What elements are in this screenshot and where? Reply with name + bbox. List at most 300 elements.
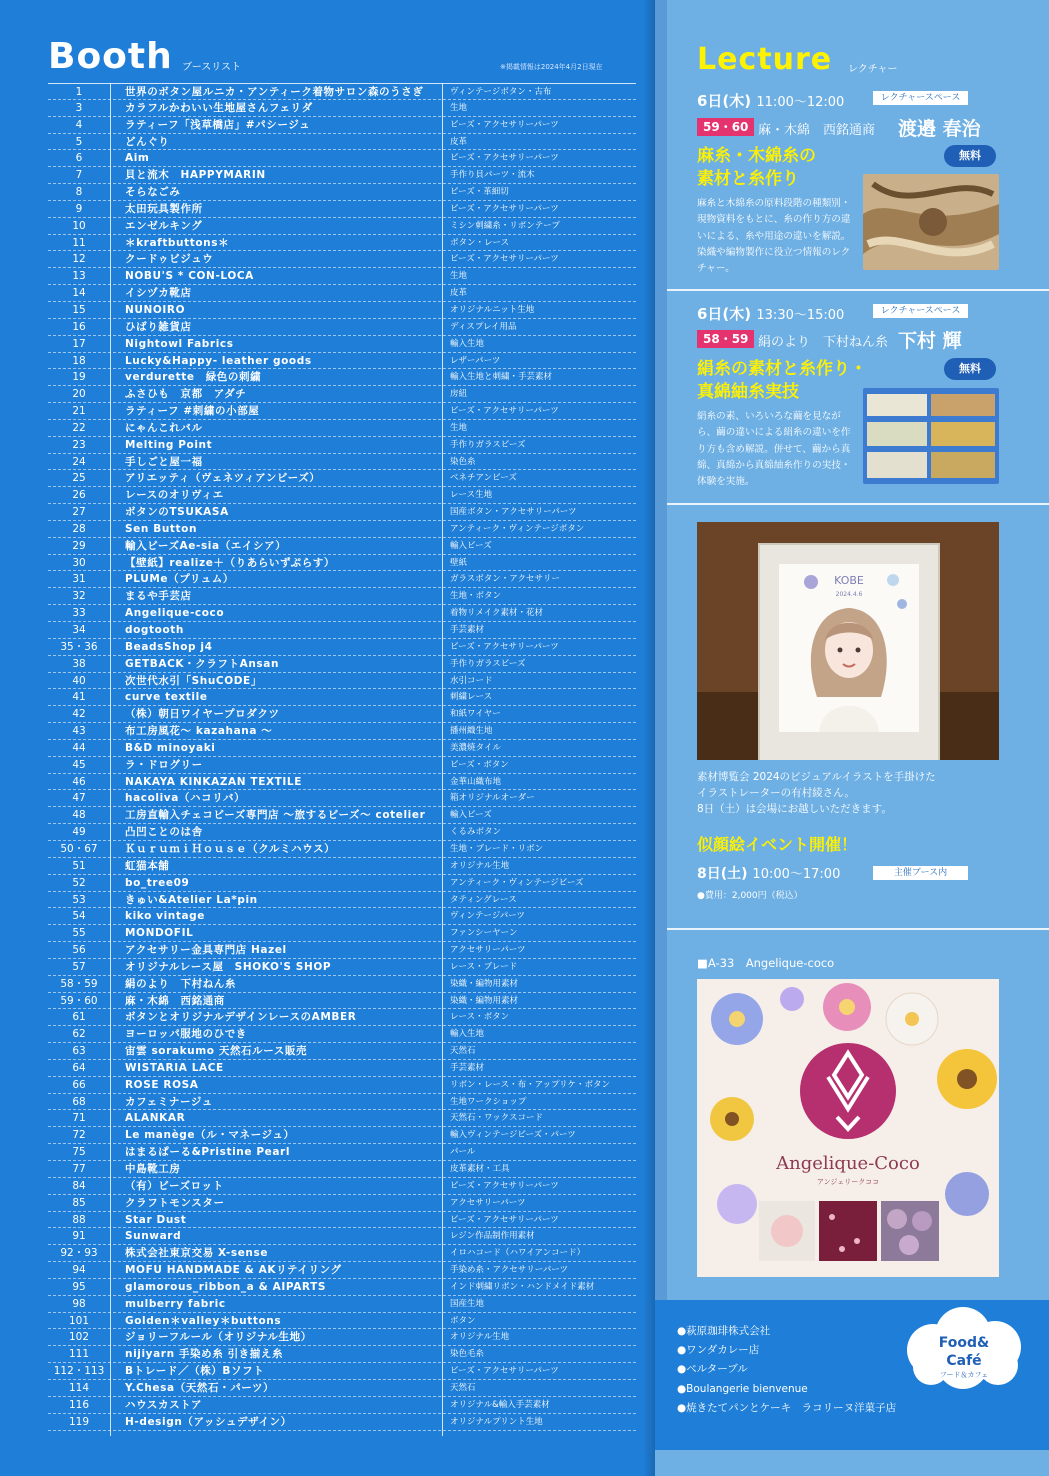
list-item: ●ベルターブル: [677, 1363, 748, 1376]
lecture-1-datetime: 6日(木) 11:00〜12:00: [697, 92, 845, 110]
table-row: [48, 235, 636, 252]
lecture-2-heading: 絹糸の素材と糸作り・ 真綿紬糸実技: [697, 359, 867, 402]
category: レース・ブレード: [450, 961, 518, 972]
exhibitor-name: Aim: [125, 152, 150, 165]
booth-number: 35・36: [60, 640, 98, 653]
table-row: [48, 521, 636, 538]
table-row: [48, 100, 636, 117]
category: ミシン刺繍糸・リボンテープ: [450, 220, 560, 231]
exhibitor-name: アリエッティ（ヴェネツィアンビーズ）: [125, 472, 321, 485]
booth-number: 116: [68, 1398, 90, 1411]
badge-cafe-text: Café: [946, 1353, 982, 1369]
exhibitor-name: ひばり雑貨店: [125, 320, 192, 333]
category: リボン・レース・布・アップリケ・ボタン: [450, 1079, 610, 1090]
table-row: [48, 706, 636, 723]
table-row: [48, 454, 636, 471]
exhibitor-name: オリジナルレース屋 SHOKO'S SHOP: [125, 960, 332, 973]
exhibitor-name: Y.Chesa（天然石・パーツ）: [125, 1381, 275, 1394]
category: 美濃焼タイル: [450, 742, 501, 753]
list-item: ●焼きたてパンとケーキ ラコリーヌ洋菓子店: [677, 1401, 897, 1414]
table-row: [48, 824, 636, 841]
table-row: [48, 1212, 636, 1229]
table-row: [48, 673, 636, 690]
category: 染色糸: [450, 456, 476, 467]
booth-number: 17: [72, 337, 86, 350]
table-row: [48, 740, 636, 757]
category: くるみボタン: [450, 827, 502, 838]
category: 輸入生地: [450, 1029, 485, 1040]
table-row: [48, 504, 636, 521]
exhibitor-name: kiko vintage: [125, 910, 206, 923]
lecture-2-datetime: 6日(木) 13:30〜15:00: [697, 305, 845, 323]
portrait-event-fee: ●費用：2,000円（税込）: [697, 891, 803, 901]
category: オリジナル生地: [450, 1332, 510, 1343]
booth-number: 13: [72, 270, 86, 283]
angelique-brand-kana: アンジェリークココ: [816, 1178, 880, 1186]
booth-number: 45: [72, 758, 86, 771]
exhibitor-name: 【壁紙】realize＋（りあらいずぷらす）: [125, 556, 335, 569]
table-row: [48, 353, 636, 370]
table-row: [48, 420, 636, 437]
lecture-1-exhibitor: 麻・木綿 西銘通商: [758, 123, 876, 138]
frame-date-text: 2024.4.6: [835, 591, 863, 598]
lecture-1-space-tag: レクチャースペース: [873, 91, 968, 105]
category: イロハコード（ハワイアンコード）: [450, 1248, 586, 1259]
exhibitor-name: アクセサリー金具専門店 Hazel: [125, 944, 287, 957]
category: ヴィンテージパーツ: [450, 911, 525, 922]
portrait-photo: [697, 522, 999, 760]
exhibitor-name: glamorous_ribbon_a & AIPARTS: [125, 1280, 327, 1293]
table-row: [48, 656, 636, 673]
table-row: [48, 470, 636, 487]
table-row: [48, 1144, 636, 1161]
table-row: [48, 1296, 636, 1313]
exhibitor-name: 凸凹ことのは舎: [125, 826, 203, 839]
category: ビーズ・革細切: [450, 187, 509, 198]
booth-number: 53: [72, 893, 86, 906]
category: 天然石: [450, 1046, 476, 1057]
booth-title: Booth: [48, 36, 173, 77]
exhibitor-name: 麻・木綿 西銘通商: [125, 994, 225, 1007]
booth-number: 10: [72, 219, 86, 232]
exhibitor-name: Angelique-coco: [125, 607, 225, 620]
booth-number: 85: [72, 1196, 86, 1209]
table-row: [48, 1363, 636, 1380]
table-row: [48, 942, 636, 959]
table-row: [48, 1026, 636, 1043]
exhibitor-name: H-design（アッシュデザイン）: [125, 1415, 292, 1428]
table-row: [48, 1397, 636, 1414]
category: 生地・ボタン: [450, 591, 502, 602]
lecture-subtitle: レクチャー: [848, 64, 898, 75]
table-row: [48, 1110, 636, 1127]
exhibitor-name: レースのオリヴィエ: [125, 489, 224, 502]
frame-kobe-text: KOBE: [834, 574, 864, 587]
booth-number: 43: [72, 725, 86, 738]
exhibitor-name: NOBU'S * CON-LOCA: [125, 270, 254, 283]
exhibitor-name: Lucky&Happy- leather goods: [125, 354, 312, 367]
table-row: [48, 1127, 636, 1144]
booth-number: 55: [72, 927, 86, 940]
category: ビーズ・ボタン: [450, 759, 509, 770]
table-row: [48, 285, 636, 302]
table-row: [48, 83, 636, 100]
silk-photo: [863, 388, 999, 484]
category: 染織・編物用素材: [450, 978, 519, 989]
category: レジン作品制作用素材: [450, 1231, 535, 1242]
exhibitor-name: bo_tree09: [125, 876, 190, 889]
category: ファンシーヤーン: [450, 928, 518, 939]
table-row: [48, 774, 636, 791]
category: 輸入生地: [450, 338, 485, 349]
list-item: ●Boulangerie bienvenue: [677, 1382, 808, 1395]
category: 壁紙: [450, 557, 468, 568]
category: ビーズ・アクセサリーパーツ: [450, 641, 559, 652]
exhibitor-name: まるや手芸店: [125, 590, 192, 603]
table-row: [48, 892, 636, 909]
food-vendor-list: [677, 1322, 896, 1418]
exhibitor-name: Bトレード／（株）Bソフト: [125, 1365, 265, 1378]
booth-number: 6: [75, 152, 83, 165]
table-row: [48, 369, 636, 386]
booth-number: 63: [72, 1045, 86, 1058]
table-row: [48, 268, 636, 285]
booth-number: 33: [72, 607, 86, 620]
category: レース生地: [450, 490, 493, 501]
table-row: [48, 993, 636, 1010]
exhibitor-name: ラ・ドログリー: [125, 758, 203, 771]
bottom-band: [655, 1450, 1049, 1476]
exhibitor-name: にゃんこれバル: [125, 421, 203, 434]
exhibitor-name: 手しごと屋一福: [125, 455, 203, 468]
exhibitor-name: ALANKAR: [125, 1112, 186, 1125]
lecture-1-description: 麻糸と木綿糸の原料段階の種類別・現物資料をもとに、糸の作り方の違いによる、糸や用途の違いを解説。染織や編物製作に役立つ情報のレクチャー。: [697, 198, 851, 275]
food-cafe-badge: [903, 1305, 1025, 1390]
exhibitor-name: verdurette 緑色の刺繍: [125, 371, 262, 384]
category: 皮革: [450, 136, 468, 147]
angelique-artwork: [697, 979, 999, 1277]
table-row: [48, 555, 636, 572]
booth-number: 14: [72, 287, 86, 300]
table-row: [48, 858, 636, 875]
booth-number: 47: [72, 792, 86, 805]
portrait-event-tag: 主催ブース内: [873, 866, 968, 880]
exhibitor-name: Sunward: [125, 1230, 182, 1243]
category: オリジナル&輸入手芸素材: [450, 1399, 550, 1410]
table-row: [48, 1195, 636, 1212]
category: 国産生地: [450, 1298, 485, 1309]
category: ビーズ・アクセサリーパーツ: [450, 119, 559, 130]
category: インド刺繍リボン・ハンドメイド素材: [450, 1281, 595, 1292]
booth-note: ※掲載情報は2024年4月2日現在: [500, 63, 603, 71]
exhibitor-name: NUNOIRO: [125, 303, 186, 316]
category: ビーズ・アクセサリーパーツ: [450, 1366, 559, 1377]
booth-number: 23: [72, 438, 86, 451]
lecture-2-speaker: 下村 輝: [898, 330, 962, 352]
category: 水引コード: [450, 675, 493, 686]
lecture-2-exhibitor: 絹のより 下村ねん糸: [758, 335, 889, 350]
list-item: ●萩原珈琲株式会社: [677, 1325, 771, 1337]
exhibitor-name: きゅい&Atelier La*pin: [125, 893, 258, 906]
exhibitor-name: 太田玩具製作所: [125, 202, 203, 215]
table-row: [48, 1060, 636, 1077]
table-row: [48, 908, 636, 925]
booth-number: 98: [72, 1297, 86, 1310]
table-row: [48, 218, 636, 235]
booth-number: 12: [72, 253, 86, 266]
table-row: [48, 1228, 636, 1245]
exhibitor-name: （株）朝日ワイヤープロダクツ: [125, 708, 280, 721]
category: 天然石: [450, 1382, 476, 1393]
table-row: [48, 201, 636, 218]
exhibitor-name: 次世代水引「ShuCODE」: [125, 674, 262, 687]
category: 箱オリジナルオーダー: [450, 793, 535, 804]
category: ガラスボタン・アクセサリー: [450, 574, 560, 585]
exhibitor-name: Nightowl Fabrics: [125, 337, 234, 350]
category: 生地ワークショップ: [450, 1096, 527, 1107]
table-row: [48, 386, 636, 403]
category: 手芸素材: [450, 1062, 485, 1073]
booth-number: 48: [72, 809, 86, 822]
booth-number: 95: [72, 1280, 86, 1293]
table-row: [48, 1279, 636, 1296]
booth-number: 20: [72, 388, 86, 401]
category: 生地: [450, 271, 468, 282]
exhibitor-name: ボタンのTSUKASA: [125, 506, 229, 519]
table-row: [48, 1245, 636, 1262]
booth-subtitle: ブースリスト: [182, 62, 241, 73]
lecture-2-free-badge: 無料: [944, 358, 996, 380]
category: 国産ボタン・アクセサリーパーツ: [450, 507, 577, 518]
booth-number: 38: [72, 657, 86, 670]
lecture-separator: [667, 289, 1049, 291]
table-row: [48, 134, 636, 151]
booth-number: 51: [72, 859, 86, 872]
exhibitor-name: どんぐり: [125, 135, 170, 148]
category: 生地・ブレード・リボン: [450, 843, 544, 854]
exhibitor-name: MOFU HANDMADE & AKリテイリング: [125, 1264, 342, 1277]
booth-number: 15: [72, 303, 86, 316]
category: ビーズ・アクセサリーパーツ: [450, 153, 559, 164]
category: オリジナルプリント生地: [450, 1416, 543, 1427]
table-row: [48, 875, 636, 892]
portrait-event-heading: 似顔絵イベント開催！: [697, 835, 858, 854]
booth-number: 61: [72, 1011, 86, 1024]
table-row: [48, 403, 636, 420]
exhibitor-name: ＊kraftbuttons＊: [125, 236, 230, 249]
exhibitor-name: ヨーロッパ服地のひでき: [125, 1028, 247, 1041]
booth-number: 58・59: [60, 977, 98, 990]
booth-number: 28: [72, 522, 86, 535]
lecture-1-speaker: 渡邉 春治: [898, 118, 981, 140]
exhibitor-name: 宙雲 sorakumo 天然石ルース販売: [125, 1045, 308, 1058]
exhibitor-name: nijiyarn 手染め糸 引き揃え糸: [125, 1348, 284, 1361]
table-row: [48, 1329, 636, 1346]
badge-food-text: Food&: [938, 1335, 990, 1351]
booth-number: 54: [72, 910, 86, 923]
booth-number: 112・113: [53, 1365, 105, 1378]
booth-number: 16: [72, 320, 86, 333]
exhibitor-name: B&D minoyaki: [125, 741, 216, 754]
category: 生地: [450, 102, 468, 113]
booth-number: 119: [68, 1415, 90, 1428]
category: アンティーク・ヴィンテージボタン: [450, 523, 585, 534]
exhibitor-name: ROSE ROSA: [125, 1078, 199, 1091]
table-row: [48, 622, 636, 639]
category: ボタン: [450, 1315, 476, 1326]
category: 手作りガラスビーズ: [450, 658, 526, 669]
category: ビーズ・アクセサリーパーツ: [450, 1180, 559, 1191]
lecture-2-space-tag: レクチャースペース: [873, 304, 968, 318]
booth-number: 84: [72, 1179, 86, 1192]
exhibitor-name: dogtooth: [125, 624, 184, 636]
category: 輸入ビーズ: [450, 540, 492, 551]
category: オリジナルニット生地: [450, 304, 535, 315]
exhibitor-name: 輸入ビーズAe-sia（エイシア）: [125, 539, 287, 552]
booth-number: 49: [72, 826, 86, 839]
booth-number: 66: [72, 1078, 86, 1091]
table-row: [48, 437, 636, 454]
lecture-2-description: 絹糸の素、いろいろな繭を見ながら、繭の違いによる絹糸の違いを作り方も含め解説。併せて、繭から真綿、真綿から真綿紬糸作りの実技・体験を実施。: [697, 411, 851, 488]
booth-number: 22: [72, 421, 86, 434]
category: ビーズ・アクセサリーパーツ: [450, 254, 559, 265]
category: ボタン・レース: [450, 237, 510, 248]
booth-number: 32: [72, 590, 86, 603]
table-row: [48, 336, 636, 353]
framed-illustration: [697, 522, 999, 760]
panel-divider: [655, 0, 667, 1476]
booth-number: 72: [72, 1129, 86, 1142]
category: 輸入ヴィンテージビーズ・パーツ: [450, 1130, 576, 1141]
exhibitor-name: そらなごみ: [125, 186, 181, 199]
category: 着物リメイク素材・花材: [450, 608, 543, 619]
booth-number: 5: [75, 135, 83, 148]
table-row: [48, 1346, 636, 1363]
booth-number: 3: [75, 101, 83, 114]
booth-number: 9: [75, 202, 83, 215]
exhibitor-name: 工房直輸入チェコビーズ専門店 〜旅するビーズ〜 cotelier: [125, 809, 426, 822]
booth-number: 4: [75, 118, 83, 131]
exhibitor-name: 布工房風花〜 kazahana 〜: [125, 725, 273, 738]
booth-number: 57: [72, 960, 86, 973]
booth-number: 77: [72, 1163, 86, 1175]
booth-number: 30: [72, 556, 86, 569]
category: レザーパーツ: [450, 355, 501, 366]
exhibitor-name: BeadsShop j4: [125, 640, 213, 653]
booth-number: 44: [72, 741, 86, 754]
category: ビーズ・アクセサリーパーツ: [450, 203, 559, 214]
exhibitor-name: ハウスカストア: [125, 1398, 203, 1411]
table-row: [48, 538, 636, 555]
booth-number: 50・67: [60, 842, 98, 855]
exhibitor-name: 世界のボタン屋ルニカ・アンティーク着物サロン森のうさぎ: [125, 86, 424, 98]
lecture-1-booth-tag: 59・60: [697, 118, 754, 136]
booth-number: 21: [72, 405, 86, 418]
booth-number: 7: [75, 169, 83, 182]
booth-number: 56: [72, 944, 86, 957]
category: 手作りガラスビーズ: [450, 439, 526, 450]
exhibitor-name: 貝と流木 HAPPYMARIN: [125, 169, 266, 182]
category: 和紙ワイヤー: [450, 709, 501, 720]
exhibitor-name: （有）ビーズロット: [125, 1179, 224, 1192]
booth-number: 114: [68, 1381, 90, 1394]
exhibitor-name: PLUMe（プリュム）: [125, 573, 234, 586]
exhibitor-name: Golden＊valley＊buttons: [125, 1314, 282, 1327]
booth-number: 71: [72, 1112, 86, 1125]
table-row: [48, 723, 636, 740]
category: ビーズ・アクセサリーパーツ: [450, 406, 559, 417]
exhibitor-name: はまるぱーる&Pristine Pearl: [125, 1146, 291, 1159]
category: 播州織生地: [450, 726, 493, 737]
exhibitor-name: カラフルかわいい生地屋さんフェリダ: [125, 101, 313, 114]
booth-number: 101: [68, 1314, 90, 1327]
table-row: [48, 757, 636, 774]
booth-number: 1: [75, 86, 83, 98]
exhibitor-name: GETBACK・クラフトAnsan: [125, 657, 280, 670]
table-row: [48, 639, 636, 656]
category: 輸入生地と刺繍・手芸素材: [450, 372, 553, 383]
booth-number: 18: [72, 354, 86, 367]
section-separator: [667, 928, 1049, 930]
booth-number: 94: [72, 1264, 86, 1277]
exhibitor-name: Melting Point: [125, 438, 213, 451]
exhibitor-name: mulberry fabric: [125, 1297, 226, 1310]
category: アクセサリーパーツ: [450, 1197, 526, 1208]
table-row: [48, 1043, 636, 1060]
category: アクセサリーパーツ: [450, 945, 526, 956]
category: 輸入ビーズ: [450, 810, 492, 821]
category: 房紐: [450, 389, 468, 400]
exhibitor-name: Star Dust: [125, 1213, 187, 1226]
portrait-event-datetime: 8日(土) 10:00〜17:00: [697, 866, 841, 882]
exhibitor-name: hacoliva（ハコリバ）: [125, 792, 246, 805]
category: オリジナル生地: [450, 860, 510, 871]
booth-number: 40: [72, 674, 86, 687]
booth-number: 46: [72, 775, 86, 788]
lecture-1-heading: 麻糸・木綿糸の 素材と糸作り: [697, 146, 816, 189]
exhibitor-name: 株式会社東京交易 X-sense: [125, 1247, 269, 1260]
category: レース・ボタン: [450, 1012, 510, 1023]
exhibitor-name: エンゼルキング: [125, 219, 203, 232]
category: 手作り貝パーツ・流木: [450, 170, 535, 181]
booth-number: 59・60: [60, 994, 98, 1007]
yarn-photo: [863, 174, 999, 270]
booth-number: 8: [75, 186, 83, 199]
category: 手芸素材: [450, 625, 485, 635]
table-row: [48, 1262, 636, 1279]
booth-number: 31: [72, 573, 86, 586]
table-row: [48, 167, 636, 184]
exhibitor-name: クラフトモンスター: [125, 1196, 225, 1209]
exhibitor-name: NAKAYA KINKAZAN TEXTILE: [125, 775, 302, 788]
booth-number: 19: [72, 371, 86, 384]
table-row: [48, 1009, 636, 1026]
angelique-brand: Angelique-Coco: [776, 1153, 920, 1174]
exhibitor-name: 虹猫本舗: [125, 859, 170, 872]
table-row: [48, 184, 636, 201]
category: 手染め糸・アクセサリーパーツ: [450, 1265, 568, 1276]
booth-number: 52: [72, 876, 86, 889]
exhibitor-name: ラティーフ「浅草橋店」#パシージュ: [125, 118, 311, 131]
booth-number: 68: [72, 1095, 86, 1108]
category: ベネチアンビーズ: [450, 473, 517, 484]
category: 刺繍レース: [450, 692, 493, 703]
table-row: [48, 487, 636, 504]
booth-number: 92・93: [60, 1247, 98, 1260]
table-row: [48, 150, 636, 167]
booth-number: 75: [72, 1146, 86, 1159]
exhibitor-name: ふさひも 京都 アダチ: [125, 388, 247, 401]
